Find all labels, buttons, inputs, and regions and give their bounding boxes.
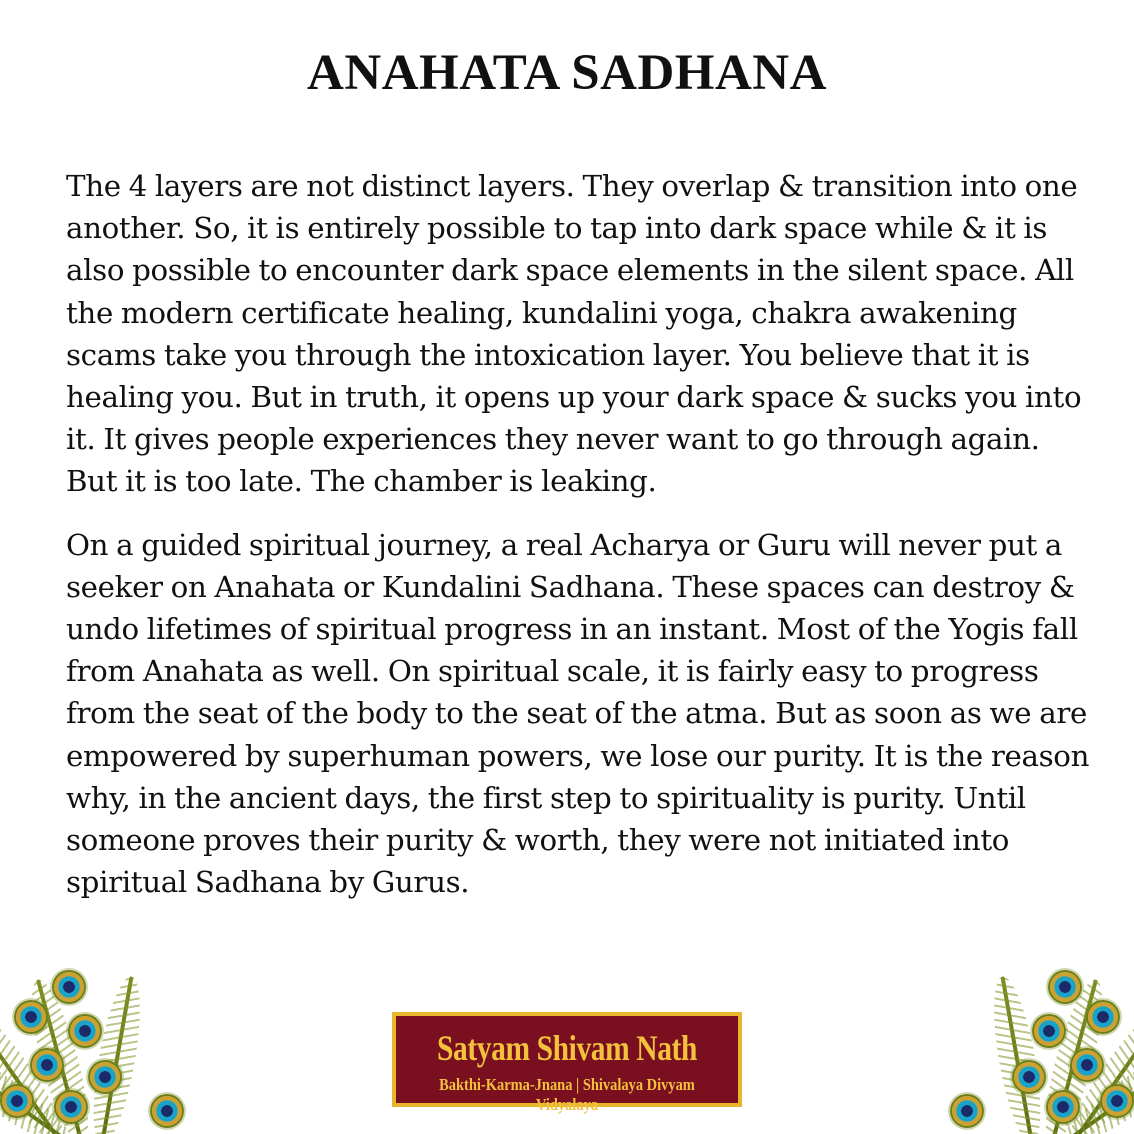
logo-name: Satyam Shivam Nath	[437, 1028, 697, 1068]
peacock-feather-left-icon	[0, 944, 230, 1134]
page-title: ANAHATA SADHANA	[307, 45, 827, 101]
brand-logo	[392, 1012, 742, 1114]
peacock-feather-right-icon	[904, 944, 1134, 1134]
paragraph: On a guided spiritual journey, a real Acharya or Guru will never put a seeker on Anahata or Kundalini Sadhana. These spaces can destroy & undo lifetimes of spiritual progress in an instant. Most of the Yogis fall from Anahata as well. On spiritual scale, it is fairly easy to progress from the seat of the body to the seat of the atma. But as soon as we are empowered by superhuman powers, we lose our purity. It is the reason why, in the ancient days, the first step to spirituality is purity. Until someone proves their purity & worth, they were not initiated into spiritual Sadhana by Gurus.	[66, 527, 1090, 900]
paragraph: The 4 layers are not distinct layers. They overlap & transition into one another. So, it is entirely possible to tap into dark space while & it is also possible to encounter dark space elements in the silent space. All the modern certificate healing, kundalini yoga, chakra awakening scams take you through the intoxication layer. You believe that it is healing you. But in truth, it opens up your dark space & sucks you into it. It gives people experiences they never want to go through again. But it is too late. The chamber is leaking.	[66, 169, 1082, 499]
logo-tagline: Bakthi-Karma-Jnana | Shivalaya Divyam Vidyalaya	[439, 1075, 695, 1114]
article-body	[66, 165, 1094, 924]
